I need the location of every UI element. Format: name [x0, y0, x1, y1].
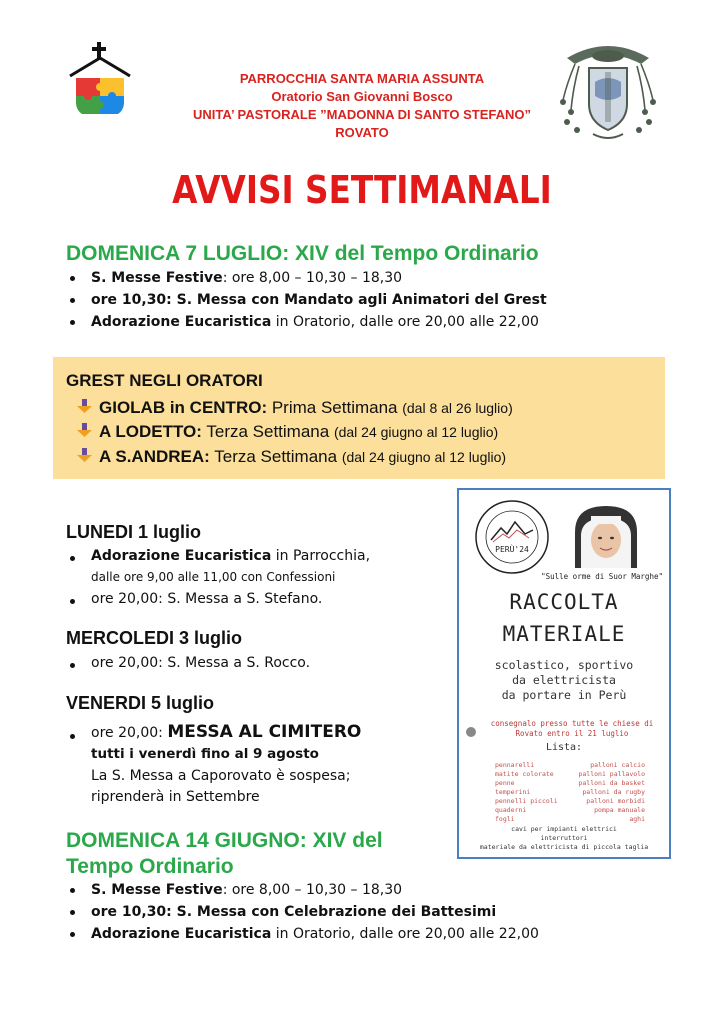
- svg-text:PERÙ'24: PERÙ'24: [495, 545, 529, 554]
- bullet-dot-icon: [70, 556, 75, 561]
- friday-note: La S. Messa a Caporovato è sospesa;: [91, 768, 351, 784]
- oratory-name: Oratorio San Giovanni Bosco: [271, 89, 453, 104]
- page-title: AVVISI SETTIMANALI: [172, 168, 552, 212]
- town-name: ROVATO: [335, 125, 389, 140]
- list-item: S. Messe Festive: ore 8,00 – 10,30 – 18,30: [66, 267, 547, 289]
- list-item: S. Messe Festive: ore 8,00 – 10,30 – 18,30: [66, 879, 539, 901]
- grest-title: GREST NEGLI ORATORI: [66, 371, 263, 390]
- sunday-list: [66, 267, 547, 333]
- bullet-dot-icon: [70, 599, 75, 604]
- friday-heading: VENERDI 5 luglio: [66, 693, 215, 713]
- list-item: pompa manuale: [594, 806, 645, 814]
- list-item: interruttori: [540, 834, 588, 842]
- list-item: Adorazione Eucaristica in Oratorio, dalle ore 20,00 alle 22,00: [66, 923, 539, 945]
- monday-heading: LUNEDI 1 luglio: [66, 522, 201, 542]
- wednesday-heading: MERCOLEDI 3 luglio: [66, 628, 243, 648]
- sunday2-heading: DOMENICA 14 GIUGNO: XIV del Tempo Ordinario: [66, 829, 383, 878]
- friday-note: tutti i venerdì fino al 9 agosto: [91, 746, 319, 762]
- grest-box: [53, 357, 665, 479]
- list-item: matite colorate: [495, 770, 554, 778]
- list-item: fogli: [495, 815, 515, 823]
- pastoral-unit: UNITA’ PASTORALE ”MADONNA DI SANTO STEFANO”: [192, 107, 532, 122]
- list-item: ore 10,30: S. Messa con Celebrazione dei Battesimi: [66, 901, 539, 923]
- poster-quote: "Sulle orme di Suor Marghe": [541, 572, 663, 581]
- peru-seal-icon: [473, 498, 551, 576]
- sunday-heading: DOMENICA 7 LUGLIO: XIV del Tempo Ordinario: [66, 242, 539, 265]
- list-item: Adorazione Eucaristica in Oratorio, dalle ore 20,00 alle 22,00: [66, 311, 547, 333]
- list-item: temperini: [495, 788, 531, 796]
- monday-item: Adorazione Eucaristica in Parrocchia,: [91, 548, 371, 564]
- oratorio-logo: [66, 40, 134, 118]
- list-item: pennarelli: [495, 761, 535, 769]
- list-item: palloni da basket: [578, 779, 645, 787]
- poster-title-2: MATERIALE: [502, 622, 626, 646]
- poster-delivery: Rovato entro il 21 luglio: [515, 729, 629, 738]
- collection-poster: [457, 488, 671, 859]
- friday-item: ore 20,00: MESSA AL CIMITERO: [91, 722, 362, 742]
- bullet-dot-icon: [70, 663, 75, 668]
- arrow-bullet-icon: [75, 399, 95, 415]
- list-item: palloni da rugby: [582, 788, 645, 796]
- list-item: quaderni: [495, 806, 527, 814]
- arrow-bullet-icon: [75, 423, 95, 439]
- list-item: cavi per impianti elettrici: [511, 825, 617, 833]
- list-item: materiale da elettricista di piccola taglia: [479, 843, 649, 851]
- grest-row: GIOLAB in CENTRO: Prima Settimana (dal 8 al 26 luglio): [75, 398, 513, 418]
- friday-note: riprenderà in Settembre: [91, 789, 260, 805]
- sunday2-list: [66, 879, 539, 945]
- grest-row: A S.ANDREA: Terza Settimana (dal 24 giugno al 12 luglio): [75, 447, 506, 467]
- monday-item: ore 20,00: S. Messa a S. Stefano.: [91, 591, 323, 607]
- nun-portrait: [567, 502, 645, 568]
- poster-subtitle: scolastico, sportivo: [494, 658, 634, 672]
- poster-subtitle: da elettricista: [512, 673, 616, 687]
- list-item: palloni calcio: [590, 761, 645, 769]
- list-item: palloni morbidi: [586, 797, 645, 805]
- list-item: pennelli piccoli: [495, 797, 558, 805]
- list-item: penne: [495, 779, 515, 787]
- bullet-dot-icon: [70, 734, 75, 739]
- poster-list-title: Lista:: [545, 742, 583, 753]
- parish-name: PARROCCHIA SANTA MARIA ASSUNTA: [239, 71, 485, 86]
- grest-row: A LODETTO: Terza Settimana (dal 24 giugno al 12 luglio): [75, 422, 498, 442]
- list-item: aghi: [629, 815, 645, 823]
- poster-title-1: RACCOLTA: [509, 590, 619, 614]
- list-item: palloni pallavolo: [578, 770, 645, 778]
- poster-subtitle: da portare in Perù: [501, 688, 627, 702]
- monday-item-detail: dalle ore 9,00 alle 11,00 con Confessioni: [91, 570, 336, 584]
- wednesday-item: ore 20,00: S. Messa a S. Rocco.: [91, 655, 311, 671]
- arrow-bullet-icon: [75, 448, 95, 464]
- poster-delivery: consegnalo presso tutte le chiese di: [490, 719, 654, 728]
- list-item: ore 10,30: S. Messa con Mandato agli Animatori del Grest: [66, 289, 547, 311]
